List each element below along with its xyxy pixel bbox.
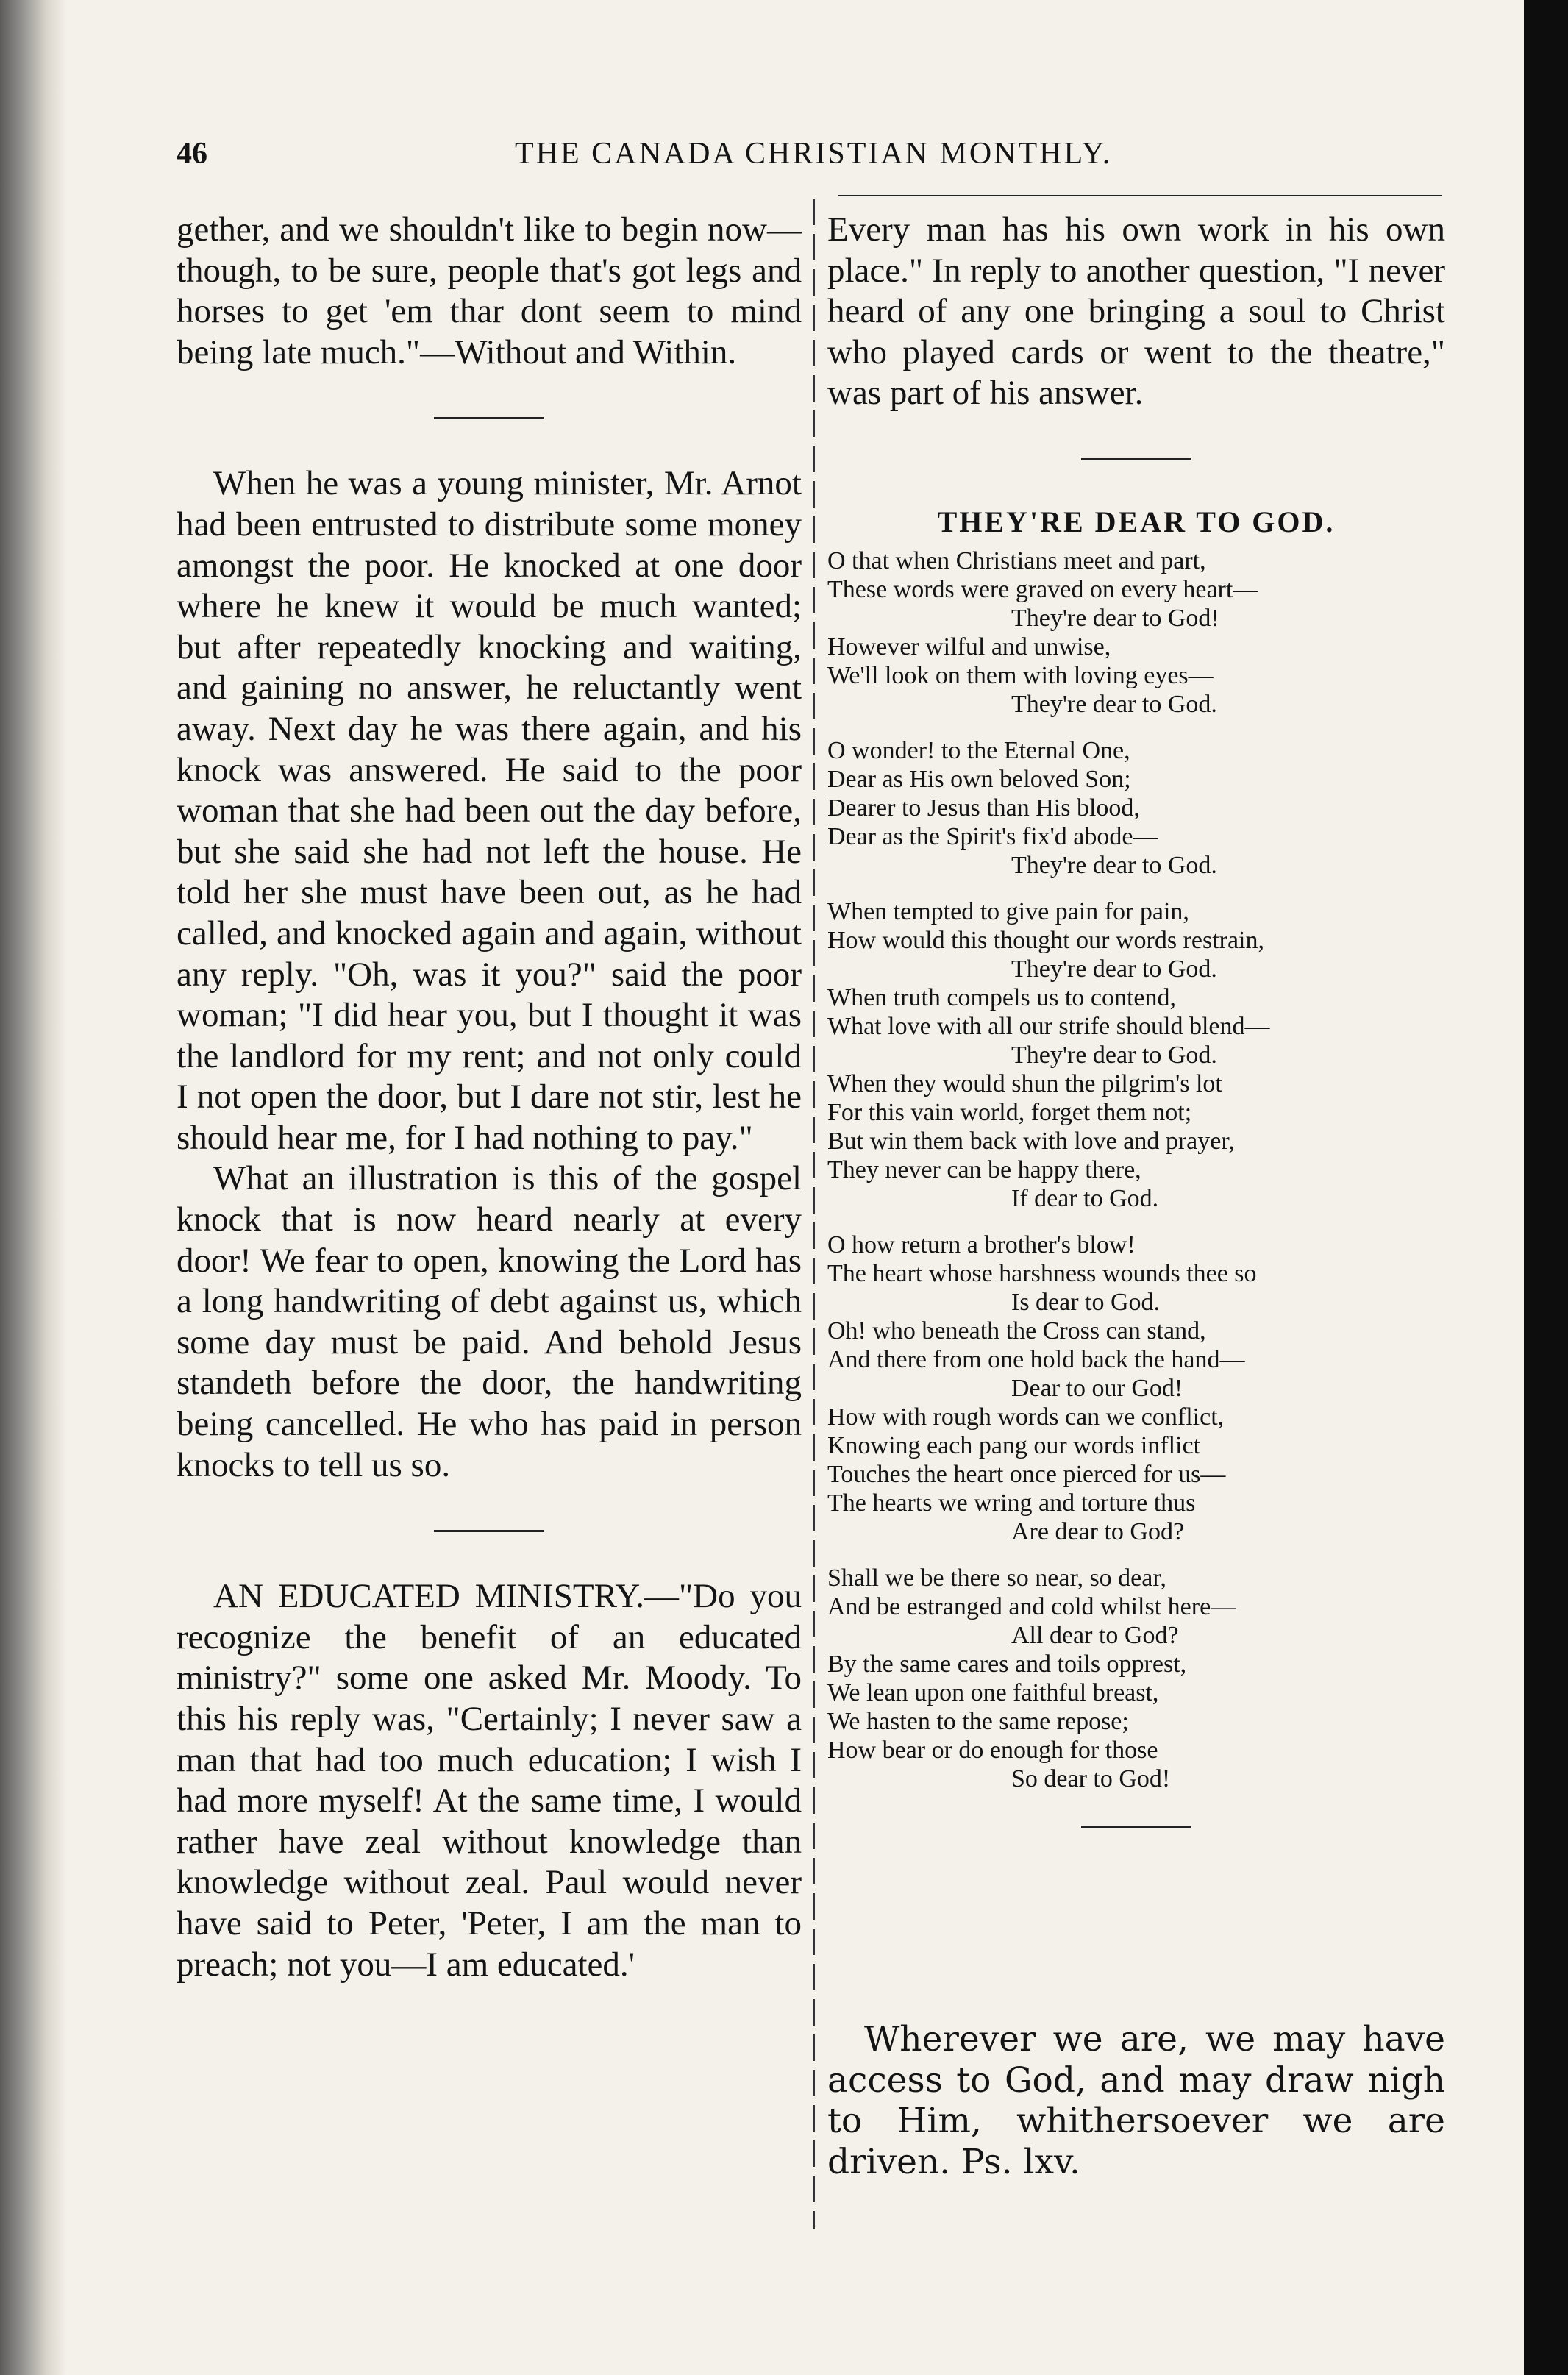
poem-refrain: They're dear to God. [1011, 690, 1217, 718]
poem-line: Dearer to Jesus than His blood, [827, 794, 1140, 822]
poem-stanza [827, 1231, 1445, 1546]
poem-line: O how return a brother's blow! [827, 1231, 1136, 1258]
poem-stanza [827, 1564, 1445, 1793]
poem-line: These words were graved on every heart— [827, 575, 1258, 603]
header-rule [838, 195, 1442, 196]
poem-refrain: Are dear to God? [1011, 1517, 1185, 1545]
section-divider [1081, 1826, 1191, 1828]
gospel-knock-paragraph: What an illustration is this of the gospel knock that is now heard nearly at every door! We fear to open, knowing the Lord has a long handwriting of debt against us, which some day must be paid. And behold Jesus standeth before the door, the handwriting being cancelled. He who has paid in person knocks to tell us so. [177, 1159, 802, 1484]
poem-refrain: Is dear to God. [1011, 1288, 1161, 1316]
poem-line: Knowing each pang our words inflict [827, 1431, 1201, 1459]
poem-line: Shall we be there so near, so dear, [827, 1564, 1166, 1592]
page-left-edge-shadow [0, 0, 66, 2375]
poem-line: For this vain world, forget them not; [827, 1098, 1192, 1126]
poem-line: When they would shun the pilgrim's lot [827, 1069, 1222, 1097]
closing-paragraph: Wherever we are, we may have access to God, and may draw nigh to Him, whithersoever we are driven. Ps. lxv. [827, 2019, 1445, 2182]
poem-line: They never can be happy there, [827, 1156, 1141, 1183]
page-right-edge-border [1524, 0, 1568, 2375]
poem-refrain: They're dear to God! [1011, 604, 1219, 632]
poem-line: But win them back with love and prayer, [827, 1127, 1235, 1155]
poem-line: When truth compels us to contend, [827, 983, 1177, 1011]
poem-line: Touches the heart once pierced for us— [827, 1460, 1226, 1488]
right-column [827, 210, 1445, 1828]
poem-refrain: They're dear to God. [1011, 1041, 1217, 1069]
educated-ministry-paragraph: AN EDUCATED MINISTRY.—"Do you recognize the benefit of an educated ministry?" some one asked Mr. Moody. To this his reply was, "Certainly; I never saw a man that had too much education; I wish I had more myself! At the same time, I would rather have zeal without knowledge than knowledge without zeal. Paul would never have said to Peter, 'Peter, I am the man to preach; not you—I am educated.' [177, 1577, 802, 1984]
poem-line: How would this thought our words restrain, [827, 926, 1265, 954]
poem-stanza [827, 897, 1445, 1213]
left-column [177, 210, 802, 1985]
arnot-anecdote: When he was a young minister, Mr. Arnot had been entrusted to distribute some money amongst the poor. He knocked at one door where he knew it would be much wanted; but after repeatedly knocking and waiting, and gaining no answer, he reluctantly went away. Next day he was there again, and his knock was answered. He said to the poor woman that she had been out the day before, but she said she had not left the house. He told her she must have been out, as he had called, and knocked again and again, without any reply. "Oh, was it you?" said the poor woman; "I did hear you, but I thought it was the landlord for my rent; and not only could I not open the door, but I dare not stir, lest he should hear me, for I had nothing to pay." [177, 464, 802, 1157]
poem-line: O wonder! to the Eternal One, [827, 736, 1130, 764]
poem-refrain: They're dear to God. [1011, 955, 1217, 983]
poem-line: Dear as His own beloved Son; [827, 765, 1131, 793]
poem-line: We'll look on them with loving eyes— [827, 661, 1214, 689]
page-number: 46 [177, 137, 207, 171]
poem-refrain: So dear to God! [1011, 1765, 1171, 1792]
poem-line: By the same cares and toils opprest, [827, 1650, 1187, 1678]
poem-line: We hasten to the same repose; [827, 1707, 1129, 1735]
right-column-closing [827, 2019, 1445, 2182]
poem-refrain: All dear to God? [1011, 1621, 1179, 1649]
poem-line: O that when Christians meet and part, [827, 546, 1206, 574]
poem-line: We lean upon one faithful breast, [827, 1678, 1159, 1706]
column-divider [813, 199, 815, 2229]
right-paragraph-1: Every man has his own work in his own place." In reply to another question, "I never heard of any one bringing a soul to Christ who played cards or went to the theatre," was part of his answer. [827, 210, 1445, 413]
poem-refrain: They're dear to God. [1011, 851, 1217, 879]
poem-line: The heart whose harshness wounds thee so [827, 1259, 1257, 1287]
poem-stanza [827, 736, 1445, 880]
poem-line: How with rough words can we conflict, [827, 1403, 1225, 1431]
poem-line: What love with all our strife should blend— [827, 1012, 1270, 1040]
poem-line: How bear or do enough for those [827, 1736, 1158, 1764]
poem-line: When tempted to give pain for pain, [827, 897, 1189, 925]
poem-line: And there from one hold back the hand— [827, 1345, 1245, 1373]
left-paragraph-1: gether, and we shouldn't like to begin now—though, to be sure, people that's got legs and horses to get 'em thar dont seem to mind being late much."—Without and Within. [177, 210, 802, 371]
page-header [177, 136, 1442, 188]
poem-line: However wilful and unwise, [827, 633, 1111, 660]
poem-line: And be estranged and cold whilst here— [827, 1592, 1236, 1620]
running-head: THE CANADA CHRISTIAN MONTHLY. [515, 137, 1113, 171]
poem-line: Dear as the Spirit's fix'd abode— [827, 822, 1158, 850]
poem-title: THEY'RE DEAR TO GOD. [937, 505, 1336, 538]
poem-line: Oh! who beneath the Cross can stand, [827, 1317, 1206, 1345]
poem-line: The hearts we wring and torture thus [827, 1489, 1196, 1517]
poem-stanza [827, 546, 1445, 719]
poem-refrain: Dear to our God! [1011, 1374, 1183, 1402]
poem-refrain: If dear to God. [1011, 1184, 1159, 1212]
